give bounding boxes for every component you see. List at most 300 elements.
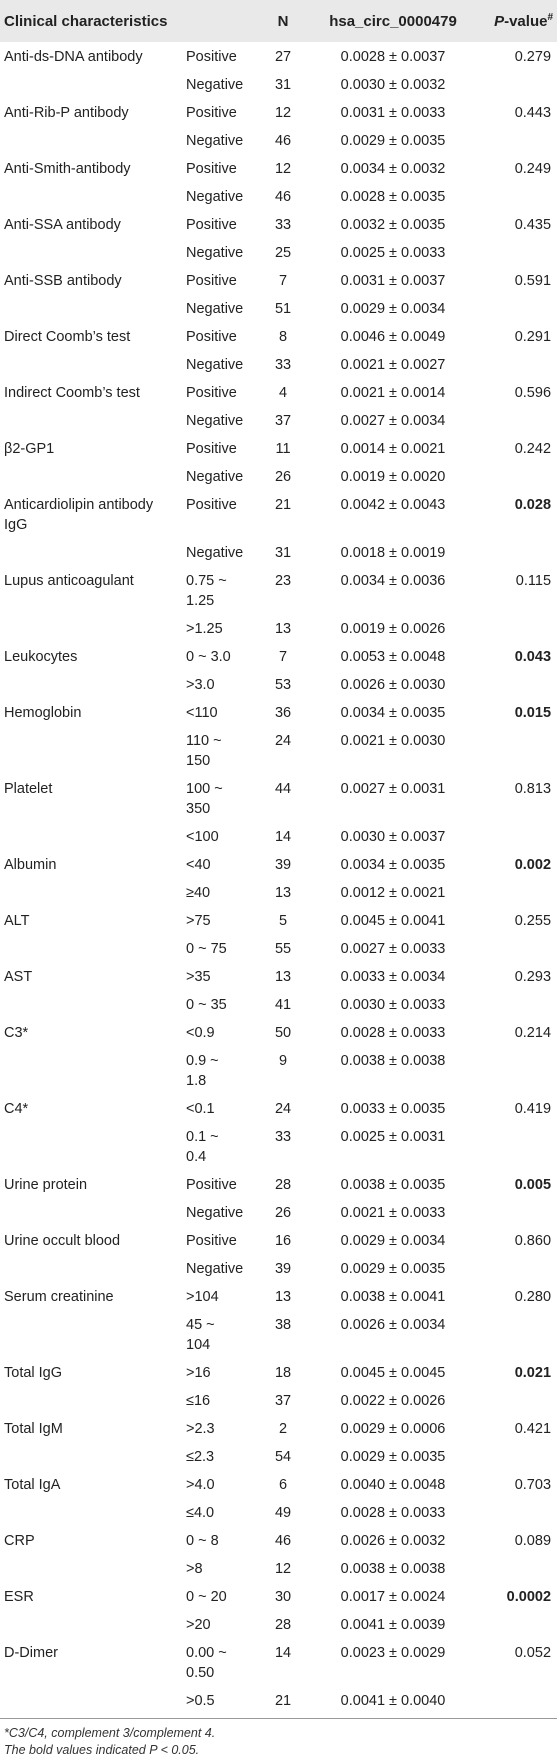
row-n: 55 — [274, 941, 292, 957]
table-row — [0, 1386, 557, 1414]
row-n: 53 — [274, 677, 292, 693]
row-group: 45 ~ 104 — [186, 1317, 215, 1353]
row-characteristic — [0, 1254, 182, 1282]
table-row — [0, 1254, 557, 1282]
row-group: 0 ~ 35 — [186, 997, 227, 1013]
row-p-value — [478, 294, 557, 322]
table-row — [0, 1582, 557, 1610]
table-row — [0, 238, 557, 266]
row-n: 46 — [274, 189, 292, 205]
row-group: <0.1 — [186, 1101, 215, 1117]
row-characteristic — [0, 990, 182, 1018]
row-value: 0.0021 ± 0.0033 — [340, 1205, 446, 1221]
row-value: 0.0029 ± 0.0035 — [340, 133, 446, 149]
row-group: 0.75 ~ 1.25 — [186, 573, 227, 609]
row-characteristic — [0, 1310, 182, 1358]
table-row — [0, 406, 557, 434]
table-row — [0, 670, 557, 698]
table-row — [0, 350, 557, 378]
row-p-value: 0.435 — [514, 217, 552, 233]
row-p-value — [478, 1442, 557, 1470]
row-group: ≤16 — [186, 1393, 211, 1409]
row-characteristic — [0, 1498, 182, 1526]
row-p-value: 0.015 — [514, 705, 552, 721]
row-group: ≤2.3 — [186, 1449, 215, 1465]
table-row — [0, 1442, 557, 1470]
row-characteristic — [0, 934, 182, 962]
row-value: 0.0017 ± 0.0024 — [340, 1589, 446, 1605]
table-row — [0, 642, 557, 670]
row-group: Negative — [186, 133, 244, 149]
row-value: 0.0053 ± 0.0048 — [340, 649, 446, 665]
row-value: 0.0042 ± 0.0043 — [340, 497, 446, 513]
row-characteristic — [0, 1386, 182, 1414]
row-characteristic: Platelet — [4, 781, 53, 797]
row-value: 0.0026 ± 0.0034 — [340, 1317, 446, 1333]
table-row — [0, 878, 557, 906]
row-group: 0.00 ~ 0.50 — [186, 1645, 227, 1681]
row-group: >4.0 — [186, 1477, 215, 1493]
row-group: 110 ~ 150 — [186, 733, 222, 769]
row-p-value: 0.115 — [515, 573, 552, 589]
row-n: 2 — [278, 1421, 288, 1437]
row-n: 12 — [274, 1561, 292, 1577]
row-value: 0.0025 ± 0.0033 — [340, 245, 446, 261]
row-group: 0 ~ 75 — [186, 941, 227, 957]
row-characteristic: C4* — [4, 1101, 29, 1117]
row-p-value — [478, 990, 557, 1018]
row-value: 0.0022 ± 0.0026 — [340, 1393, 446, 1409]
table-row — [0, 1554, 557, 1582]
row-characteristic — [0, 294, 182, 322]
table-body — [0, 42, 557, 1714]
row-group: Positive — [186, 329, 237, 345]
row-characteristic — [0, 406, 182, 434]
row-group: 0 ~ 3.0 — [186, 649, 231, 665]
row-n: 37 — [274, 1393, 292, 1409]
row-n: 37 — [274, 413, 292, 429]
row-value: 0.0029 ± 0.0034 — [340, 1233, 446, 1249]
row-characteristic: Indirect Coomb’s test — [4, 385, 140, 401]
table-row — [0, 774, 557, 822]
row-value: 0.0046 ± 0.0049 — [340, 329, 446, 345]
table-row — [0, 378, 557, 406]
table-row — [0, 1638, 557, 1686]
row-n: 26 — [274, 469, 292, 485]
row-n: 27 — [274, 49, 292, 65]
row-value: 0.0030 ± 0.0037 — [340, 829, 446, 845]
row-value: 0.0025 ± 0.0031 — [340, 1129, 446, 1145]
row-group: Positive — [186, 441, 237, 457]
table-row — [0, 566, 557, 614]
row-group: >104 — [186, 1289, 219, 1305]
row-characteristic — [0, 538, 182, 566]
row-value: 0.0033 ± 0.0034 — [340, 969, 446, 985]
table-row — [0, 266, 557, 294]
row-p-value: 0.242 — [514, 441, 552, 457]
row-p-value — [478, 1554, 557, 1582]
row-p-value: 0.421 — [514, 1421, 552, 1437]
row-value: 0.0034 ± 0.0032 — [340, 161, 446, 177]
table-row — [0, 490, 557, 538]
header-p-sup: # — [547, 12, 554, 23]
row-characteristic — [0, 126, 182, 154]
row-value: 0.0018 ± 0.0019 — [340, 545, 446, 561]
table-row — [0, 210, 557, 238]
row-n: 39 — [274, 857, 292, 873]
row-group: >2.3 — [186, 1421, 215, 1437]
row-value: 0.0038 ± 0.0041 — [340, 1289, 446, 1305]
row-characteristic — [0, 726, 182, 774]
row-n: 9 — [278, 1053, 288, 1069]
row-group: ≤4.0 — [186, 1505, 215, 1521]
row-value: 0.0019 ± 0.0026 — [340, 621, 446, 637]
row-n: 36 — [274, 705, 292, 721]
header-p-rest: -value — [504, 13, 548, 30]
row-group: Negative — [186, 189, 244, 205]
row-p-value — [478, 238, 557, 266]
row-p-value — [478, 1310, 557, 1358]
row-n: 33 — [274, 1129, 292, 1145]
row-value: 0.0034 ± 0.0035 — [340, 857, 446, 873]
row-n: 21 — [274, 497, 292, 513]
row-characteristic: CRP — [4, 1533, 35, 1549]
row-p-value: 0.591 — [514, 273, 552, 289]
header-clinical-characteristics: Clinical characteristics — [4, 12, 168, 30]
row-characteristic — [0, 182, 182, 210]
row-n: 21 — [274, 1693, 292, 1709]
row-p-value: 0.002 — [514, 857, 552, 873]
row-group: Negative — [186, 1205, 244, 1221]
row-characteristic: D-Dimer — [4, 1645, 58, 1661]
row-characteristic: Anti-Rib-P antibody — [4, 105, 129, 121]
table-row — [0, 1414, 557, 1442]
row-value: 0.0026 ± 0.0032 — [340, 1533, 446, 1549]
row-n: 7 — [278, 273, 288, 289]
table-row — [0, 1686, 557, 1714]
row-p-value: 0.860 — [514, 1233, 552, 1249]
row-value: 0.0027 ± 0.0031 — [340, 781, 446, 797]
row-group: >3.0 — [186, 677, 215, 693]
header-p-value — [478, 0, 557, 42]
row-p-value — [478, 934, 557, 962]
table-row — [0, 294, 557, 322]
row-n: 13 — [274, 1289, 292, 1305]
row-n: 28 — [274, 1177, 292, 1193]
row-value: 0.0029 ± 0.0006 — [340, 1421, 446, 1437]
table-row — [0, 1122, 557, 1170]
row-group: Positive — [186, 49, 237, 65]
row-characteristic: Hemoglobin — [4, 705, 82, 721]
row-group: ≥40 — [186, 885, 211, 901]
row-group: Negative — [186, 77, 244, 93]
row-n: 33 — [274, 357, 292, 373]
table-row — [0, 1282, 557, 1310]
table-row — [0, 1498, 557, 1526]
row-p-value: 0.443 — [514, 105, 552, 121]
table-row — [0, 1526, 557, 1554]
row-characteristic: Albumin — [4, 857, 57, 873]
row-n: 50 — [274, 1025, 292, 1041]
row-p-value — [478, 1122, 557, 1170]
row-value: 0.0021 ± 0.0014 — [340, 385, 446, 401]
row-n: 38 — [274, 1317, 292, 1333]
row-characteristic: Anti-SSA antibody — [4, 217, 121, 233]
row-value: 0.0019 ± 0.0020 — [340, 469, 446, 485]
row-characteristic — [0, 238, 182, 266]
row-p-value — [478, 1498, 557, 1526]
table-row — [0, 182, 557, 210]
row-characteristic: Anti-Smith-antibody — [4, 161, 131, 177]
row-characteristic — [0, 670, 182, 698]
header-hsa-circ: hsa_circ_0000479 — [329, 12, 457, 30]
table-row — [0, 822, 557, 850]
row-characteristic: Urine protein — [4, 1177, 88, 1193]
row-group: 0 ~ 20 — [186, 1589, 227, 1605]
row-n: 44 — [274, 781, 292, 797]
row-p-value: 0.293 — [514, 969, 552, 985]
row-group: Positive — [186, 161, 237, 177]
row-value: 0.0028 ± 0.0033 — [340, 1025, 446, 1041]
row-group: Positive — [186, 1177, 237, 1193]
row-n: 23 — [274, 573, 292, 589]
row-n: 12 — [274, 161, 292, 177]
table-row — [0, 1170, 557, 1198]
row-n: 13 — [274, 969, 292, 985]
row-value: 0.0021 ± 0.0027 — [340, 357, 446, 373]
row-group: 0.1 ~ 0.4 — [186, 1129, 219, 1165]
row-group: Negative — [186, 1261, 244, 1277]
row-value: 0.0029 ± 0.0034 — [340, 301, 446, 317]
row-group: 0 ~ 8 — [186, 1533, 219, 1549]
row-characteristic: Total IgA — [4, 1477, 61, 1493]
table-row — [0, 990, 557, 1018]
row-characteristic: Urine occult blood — [4, 1233, 121, 1249]
table-row — [0, 1018, 557, 1046]
row-p-value — [478, 1046, 557, 1094]
row-characteristic — [0, 350, 182, 378]
row-characteristic: ALT — [4, 913, 30, 929]
row-value: 0.0014 ± 0.0021 — [340, 441, 446, 457]
row-characteristic — [0, 1122, 182, 1170]
row-p-value — [478, 538, 557, 566]
row-characteristic — [0, 614, 182, 642]
row-characteristic: Serum creatinine — [4, 1289, 114, 1305]
row-value: 0.0027 ± 0.0034 — [340, 413, 446, 429]
table-row — [0, 98, 557, 126]
row-group: Negative — [186, 357, 244, 373]
header-row — [0, 0, 557, 42]
table-row — [0, 726, 557, 774]
row-p-value — [478, 70, 557, 98]
row-p-value: 0.249 — [514, 161, 552, 177]
table-row — [0, 1226, 557, 1254]
row-characteristic — [0, 1610, 182, 1638]
row-n: 49 — [274, 1505, 292, 1521]
row-p-value: 0.043 — [514, 649, 552, 665]
row-characteristic: Direct Coomb’s test — [4, 329, 131, 345]
row-n: 25 — [274, 245, 292, 261]
table-row — [0, 462, 557, 490]
row-value: 0.0034 ± 0.0036 — [340, 573, 446, 589]
row-group: >0.5 — [186, 1693, 215, 1709]
row-characteristic — [0, 70, 182, 98]
row-p-value: 0.703 — [514, 1477, 552, 1493]
row-characteristic: Anti-ds-DNA antibody — [4, 49, 143, 65]
row-characteristic: C3* — [4, 1025, 29, 1041]
table-row — [0, 70, 557, 98]
row-characteristic: Lupus anticoagulant — [4, 573, 134, 589]
row-group: >35 — [186, 969, 211, 985]
table-row — [0, 1610, 557, 1638]
table-row — [0, 126, 557, 154]
row-p-value: 0.279 — [514, 49, 552, 65]
row-characteristic: Total IgM — [4, 1421, 63, 1437]
table-row — [0, 1046, 557, 1094]
row-characteristic — [0, 822, 182, 850]
row-p-value: 0.0002 — [506, 1589, 552, 1605]
row-p-value — [478, 670, 557, 698]
table-header — [0, 0, 557, 42]
row-n: 12 — [274, 105, 292, 121]
row-p-value — [478, 350, 557, 378]
row-n: 33 — [274, 217, 292, 233]
table-row — [0, 1358, 557, 1386]
row-value: 0.0030 ± 0.0033 — [340, 997, 446, 1013]
row-value: 0.0038 ± 0.0038 — [340, 1561, 446, 1577]
row-group: 0.9 ~ 1.8 — [186, 1053, 219, 1089]
row-group: Negative — [186, 545, 244, 561]
row-characteristic — [0, 1046, 182, 1094]
table-row — [0, 962, 557, 990]
row-n: 46 — [274, 133, 292, 149]
row-group: <100 — [186, 829, 219, 845]
table-row — [0, 1310, 557, 1358]
row-n: 31 — [274, 77, 292, 93]
row-value: 0.0041 ± 0.0040 — [340, 1693, 446, 1709]
row-n: 11 — [275, 441, 291, 457]
row-p-value — [478, 1610, 557, 1638]
header-n: N — [277, 12, 289, 30]
row-characteristic: AST — [4, 969, 33, 985]
row-p-value: 0.280 — [514, 1289, 552, 1305]
row-n: 7 — [278, 649, 288, 665]
header-p-italic: P — [494, 13, 505, 30]
row-p-value: 0.089 — [514, 1533, 552, 1549]
table-row — [0, 1094, 557, 1122]
row-group: Negative — [186, 245, 244, 261]
row-p-value: 0.419 — [514, 1101, 552, 1117]
row-group: Positive — [186, 217, 237, 233]
row-p-value: 0.291 — [514, 329, 552, 345]
row-value: 0.0030 ± 0.0032 — [340, 77, 446, 93]
table-row — [0, 698, 557, 726]
row-value: 0.0033 ± 0.0035 — [340, 1101, 446, 1117]
row-characteristic — [0, 462, 182, 490]
row-value: 0.0028 ± 0.0035 — [340, 189, 446, 205]
row-group: <40 — [186, 857, 211, 873]
row-n: 18 — [274, 1365, 292, 1381]
row-p-value — [478, 726, 557, 774]
row-p-value — [478, 182, 557, 210]
row-p-value: 0.021 — [514, 1365, 552, 1381]
row-characteristic: Total IgG — [4, 1365, 63, 1381]
row-n: 5 — [278, 913, 288, 929]
row-group: Negative — [186, 301, 244, 317]
row-characteristic: Leukocytes — [4, 649, 78, 665]
row-value: 0.0034 ± 0.0035 — [340, 705, 446, 721]
row-n: 13 — [274, 885, 292, 901]
row-p-value — [478, 614, 557, 642]
row-value: 0.0031 ± 0.0033 — [340, 105, 446, 121]
row-group: >1.25 — [186, 621, 223, 637]
row-p-value — [478, 878, 557, 906]
table-row — [0, 322, 557, 350]
table-row — [0, 614, 557, 642]
row-p-value: 0.596 — [514, 385, 552, 401]
row-characteristic — [0, 1198, 182, 1226]
row-n: 14 — [274, 1645, 292, 1661]
row-characteristic: Anticardiolipin antibody IgG — [4, 497, 154, 533]
row-n: 31 — [274, 545, 292, 561]
row-n: 54 — [274, 1449, 292, 1465]
row-group: <0.9 — [186, 1025, 215, 1041]
row-group: Positive — [186, 385, 237, 401]
row-value: 0.0027 ± 0.0033 — [340, 941, 446, 957]
footnote-complement: *C3/C4, complement 3/complement 4. — [4, 1726, 216, 1740]
row-group: >75 — [186, 913, 211, 929]
row-group: Positive — [186, 1233, 237, 1249]
row-group: Positive — [186, 497, 237, 513]
row-p-value — [478, 462, 557, 490]
row-value: 0.0023 ± 0.0029 — [340, 1645, 446, 1661]
row-p-value: 0.255 — [514, 913, 552, 929]
table-row — [0, 538, 557, 566]
row-characteristic — [0, 1554, 182, 1582]
row-n: 6 — [278, 1477, 288, 1493]
row-group: Negative — [186, 413, 244, 429]
row-value: 0.0021 ± 0.0030 — [340, 733, 446, 749]
row-characteristic: ESR — [4, 1589, 34, 1605]
row-p-value: 0.214 — [514, 1025, 552, 1041]
table-row — [0, 1470, 557, 1498]
table-row — [0, 154, 557, 182]
row-value: 0.0031 ± 0.0037 — [340, 273, 446, 289]
row-value: 0.0038 ± 0.0035 — [340, 1177, 446, 1193]
row-n: 13 — [274, 621, 292, 637]
table-row — [0, 42, 557, 70]
row-n: 51 — [274, 301, 292, 317]
table-row — [0, 934, 557, 962]
row-n: 41 — [274, 997, 292, 1013]
row-value: 0.0012 ± 0.0021 — [340, 885, 446, 901]
row-n: 24 — [274, 733, 292, 749]
row-group: >20 — [186, 1617, 211, 1633]
row-value: 0.0045 ± 0.0045 — [340, 1365, 446, 1381]
row-n: 28 — [274, 1617, 292, 1633]
row-value: 0.0026 ± 0.0030 — [340, 677, 446, 693]
row-characteristic: Anti-SSB antibody — [4, 273, 122, 289]
row-value: 0.0028 ± 0.0037 — [340, 49, 446, 65]
footnote-bold: The bold values indicated P < 0.05. — [4, 1743, 200, 1757]
row-n: 30 — [274, 1589, 292, 1605]
row-value: 0.0028 ± 0.0033 — [340, 1505, 446, 1521]
row-n: 46 — [274, 1533, 292, 1549]
row-characteristic — [0, 1686, 182, 1714]
row-group: Positive — [186, 105, 237, 121]
row-n: 8 — [278, 329, 288, 345]
row-characteristic: β2-GP1 — [4, 441, 55, 457]
